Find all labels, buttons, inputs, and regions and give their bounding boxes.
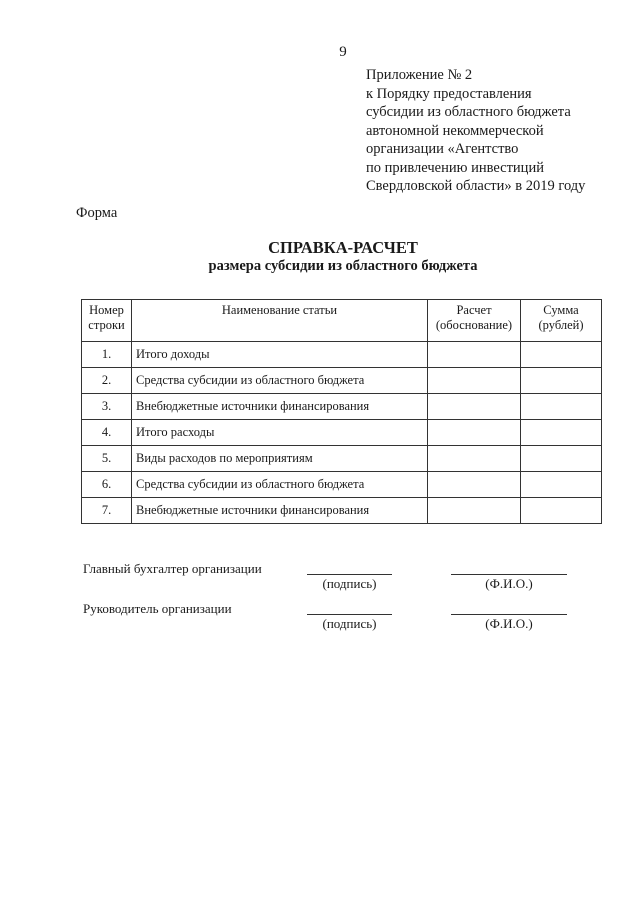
head-label: Руководитель организации <box>83 601 232 616</box>
page-number: 9 <box>339 44 347 60</box>
header-text: Сумма <box>543 303 579 317</box>
name-caption: (Ф.И.О.) <box>485 576 533 591</box>
header-text: строки <box>88 318 125 332</box>
appendix-line: субсидии из областного бюджета <box>366 104 571 120</box>
signature-line[interactable] <box>307 574 392 575</box>
row-sum-cell[interactable] <box>521 498 602 524</box>
row-sum-cell[interactable] <box>521 420 602 446</box>
row-item-name: Средства субсидии из областного бюджета <box>132 472 428 498</box>
row-number: 5. <box>82 446 132 472</box>
row-calculation-cell[interactable] <box>428 394 521 420</box>
row-number: 1. <box>82 342 132 368</box>
row-sum-cell[interactable] <box>521 368 602 394</box>
header-sum <box>521 300 602 342</box>
form-label: Форма <box>76 205 118 221</box>
table-row <box>82 342 602 368</box>
row-calculation-cell[interactable] <box>428 498 521 524</box>
row-item-name: Внебюджетные источники финансирования <box>132 498 428 524</box>
name-line[interactable] <box>451 574 567 575</box>
header-text: Наименование статьи <box>221 303 338 317</box>
table-row <box>82 394 602 420</box>
row-sum-cell[interactable] <box>521 342 602 368</box>
row-calculation-cell[interactable] <box>428 368 521 394</box>
row-number: 2. <box>82 368 132 394</box>
table-row <box>82 446 602 472</box>
appendix-block <box>366 66 585 196</box>
calculation-table <box>81 299 602 524</box>
row-calculation-cell[interactable] <box>428 446 521 472</box>
appendix-line: по привлечению инвестиций <box>366 159 544 176</box>
table-header-row <box>82 300 602 342</box>
row-sum-cell[interactable] <box>521 446 602 472</box>
row-number: 7. <box>82 498 132 524</box>
header-row-number <box>82 300 132 342</box>
document-title: СПРАВКА-РАСЧЕТ <box>268 238 418 257</box>
signature-caption: (подпись) <box>322 616 377 631</box>
header-text: (обоснование) <box>435 318 513 332</box>
row-item-name: Средства субсидии из областного бюджета <box>132 368 428 394</box>
row-item-name: Итого доходы <box>132 342 428 368</box>
row-item-name: Итого расходы <box>132 420 428 446</box>
signature-caption: (подпись) <box>322 576 377 591</box>
header-item-name <box>132 300 428 342</box>
name-caption: (Ф.И.О.) <box>485 616 533 631</box>
signature-line[interactable] <box>307 614 392 615</box>
table-row <box>82 498 602 524</box>
chief-accountant-label: Главный бухгалтер организации <box>83 561 262 576</box>
row-number: 3. <box>82 394 132 420</box>
table-row <box>82 472 602 498</box>
row-number: 6. <box>82 472 132 498</box>
table-row <box>82 420 602 446</box>
header-text: Номер <box>89 303 124 317</box>
appendix-line: к Порядку предоставления <box>366 85 532 102</box>
document-subtitle: размера субсидии из областного бюджета <box>208 258 478 274</box>
appendix-line: Приложение № 2 <box>366 67 473 83</box>
appendix-line: организации «Агентство <box>366 141 519 157</box>
row-calculation-cell[interactable] <box>428 420 521 446</box>
row-number: 4. <box>82 420 132 446</box>
appendix-line: Свердловской области» в 2019 году <box>366 178 586 194</box>
header-text: Расчет <box>456 303 492 317</box>
header-calculation <box>428 300 521 342</box>
table-row <box>82 368 602 394</box>
header-text: (рублей) <box>538 318 584 332</box>
appendix-line: автономной некоммерческой <box>366 122 544 139</box>
row-item-name: Виды расходов по мероприятиям <box>132 446 428 472</box>
row-item-name: Внебюджетные источники финансирования <box>132 394 428 420</box>
row-sum-cell[interactable] <box>521 472 602 498</box>
row-calculation-cell[interactable] <box>428 342 521 368</box>
name-line[interactable] <box>451 614 567 615</box>
row-calculation-cell[interactable] <box>428 472 521 498</box>
row-sum-cell[interactable] <box>521 394 602 420</box>
